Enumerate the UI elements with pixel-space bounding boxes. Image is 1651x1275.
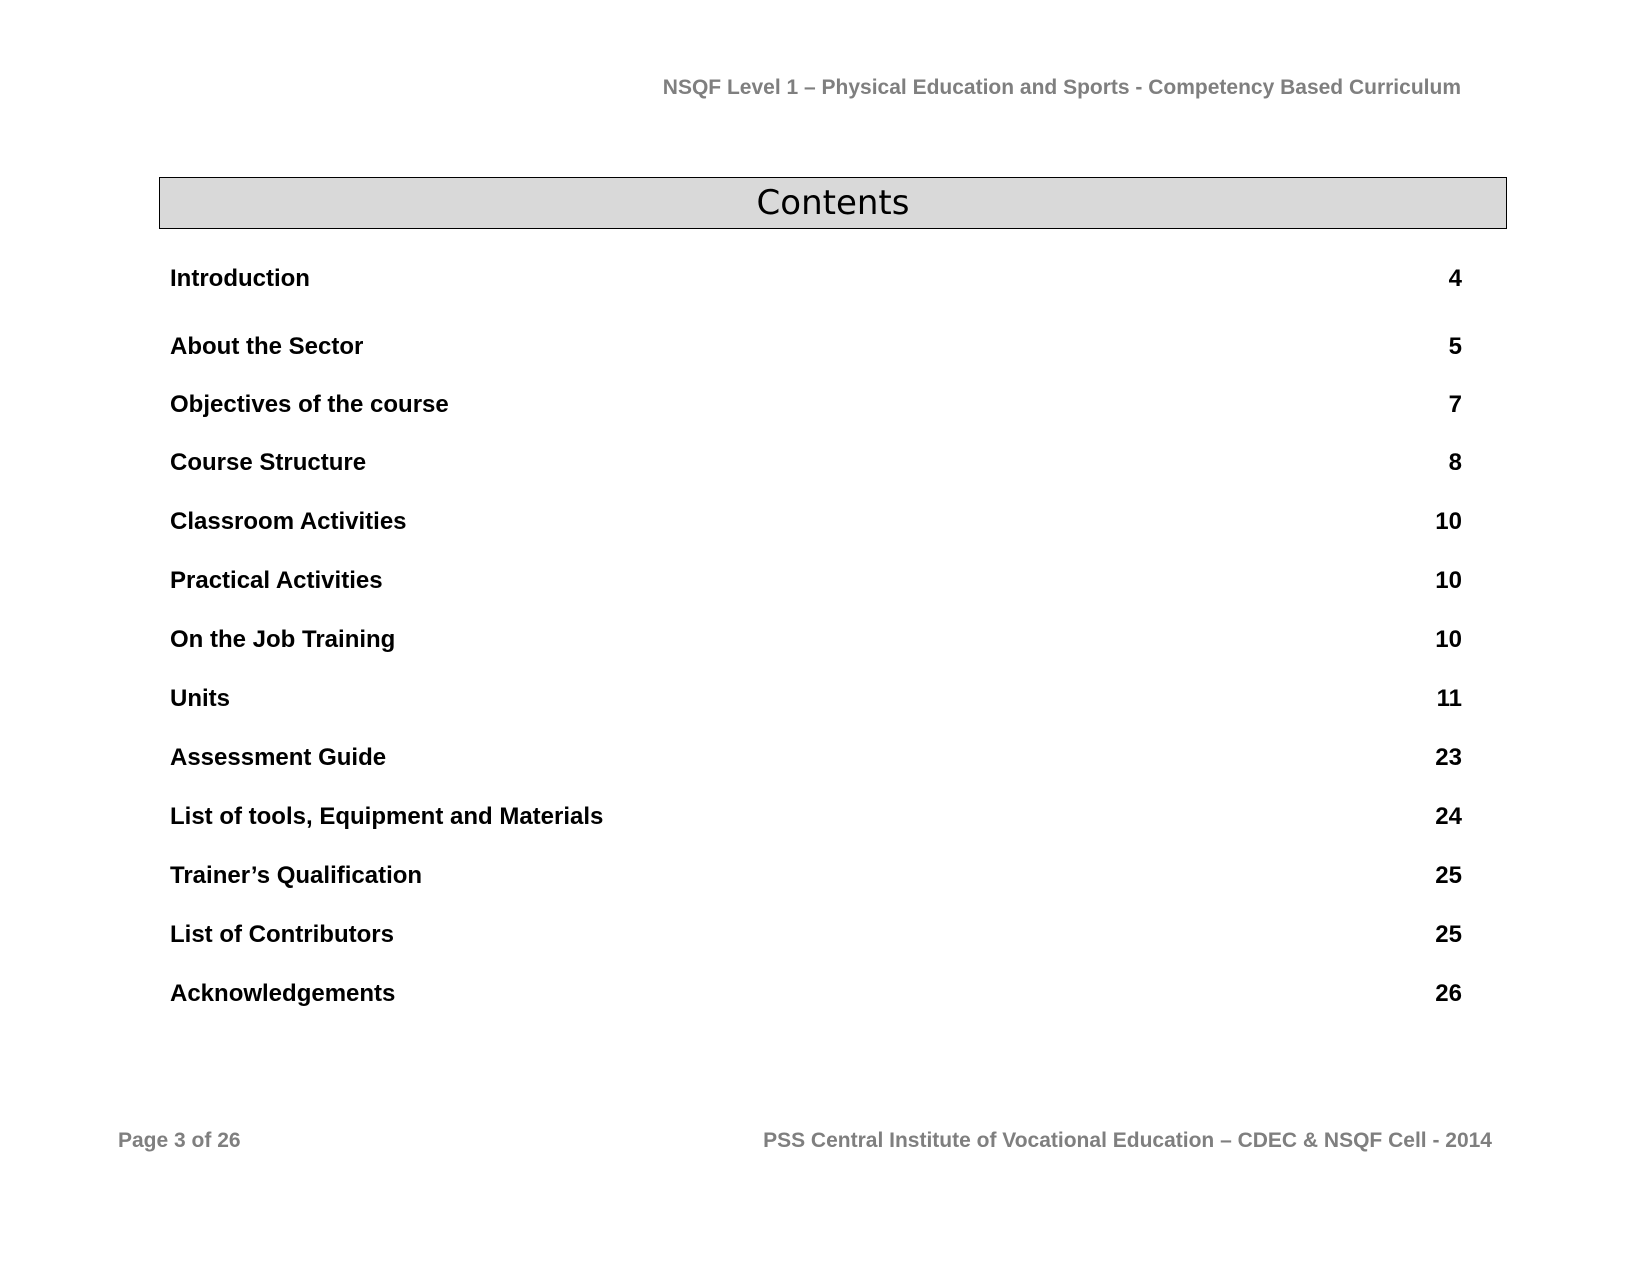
toc-entry-units[interactable] — [170, 682, 1470, 716]
toc-entry-page: 10 — [1435, 567, 1462, 594]
toc-entry-page: 10 — [1435, 508, 1462, 535]
contents-heading: Contents — [756, 183, 910, 223]
toc-entry-label: About the Sector — [170, 333, 364, 360]
toc-entry-acknowledgements[interactable] — [170, 977, 1470, 1011]
toc-entry-label: Units — [170, 685, 230, 712]
toc-entry-introduction[interactable] — [170, 262, 1470, 296]
toc-entry-label: List of Contributors — [170, 921, 394, 948]
footer-organization: PSS Central Institute of Vocational Education – CDEC & NSQF Cell - 2014 — [763, 1129, 1492, 1152]
toc-entry-page: 5 — [1448, 333, 1462, 360]
toc-entry-course-structure[interactable] — [170, 446, 1470, 480]
toc-entry-list-of-tools[interactable] — [170, 800, 1470, 834]
toc-entry-page: 24 — [1435, 803, 1462, 830]
toc-entry-label: Classroom Activities — [170, 508, 407, 535]
toc-entry-label: Objectives of the course — [170, 391, 449, 418]
toc-entry-page: 10 — [1435, 626, 1462, 653]
toc-entry-page: 8 — [1448, 449, 1462, 476]
toc-entry-classroom-activities[interactable] — [170, 505, 1470, 539]
toc-entry-label: Practical Activities — [170, 567, 383, 594]
toc-entry-on-the-job-training[interactable] — [170, 623, 1470, 657]
toc-entry-assessment-guide[interactable] — [170, 741, 1470, 775]
toc-entry-label: Introduction — [170, 265, 310, 292]
page-indicator: Page 3 of 26 — [118, 1129, 241, 1152]
toc-entry-label: List of tools, Equipment and Materials — [170, 803, 604, 830]
toc-entry-label: Trainer’s Qualification — [170, 862, 423, 889]
toc-entry-practical-activities[interactable] — [170, 564, 1470, 598]
toc-entry-trainers-qualification[interactable] — [170, 859, 1470, 893]
toc-entry-page: 7 — [1448, 391, 1462, 418]
toc-entry-objectives[interactable] — [170, 388, 1470, 422]
toc-entry-list-of-contributors[interactable] — [170, 918, 1470, 952]
toc-entry-label: Assessment Guide — [170, 744, 387, 771]
toc-entry-page: 25 — [1435, 921, 1462, 948]
toc-entry-page: 11 — [1436, 685, 1462, 712]
toc-entry-label: Acknowledgements — [170, 980, 396, 1007]
contents-heading-box — [159, 177, 1507, 229]
toc-entry-label: Course Structure — [170, 449, 367, 476]
toc-entry-page: 23 — [1435, 744, 1462, 771]
toc-entry-label: On the Job Training — [170, 626, 396, 653]
toc-entry-page: 25 — [1435, 862, 1462, 889]
toc-entry-page: 26 — [1435, 980, 1462, 1007]
page-header-title: NSQF Level 1 – Physical Education and Sports - Competency Based Curriculum — [662, 76, 1461, 99]
toc-entry-page: 4 — [1448, 265, 1462, 292]
toc-entry-about-the-sector[interactable] — [170, 330, 1470, 364]
